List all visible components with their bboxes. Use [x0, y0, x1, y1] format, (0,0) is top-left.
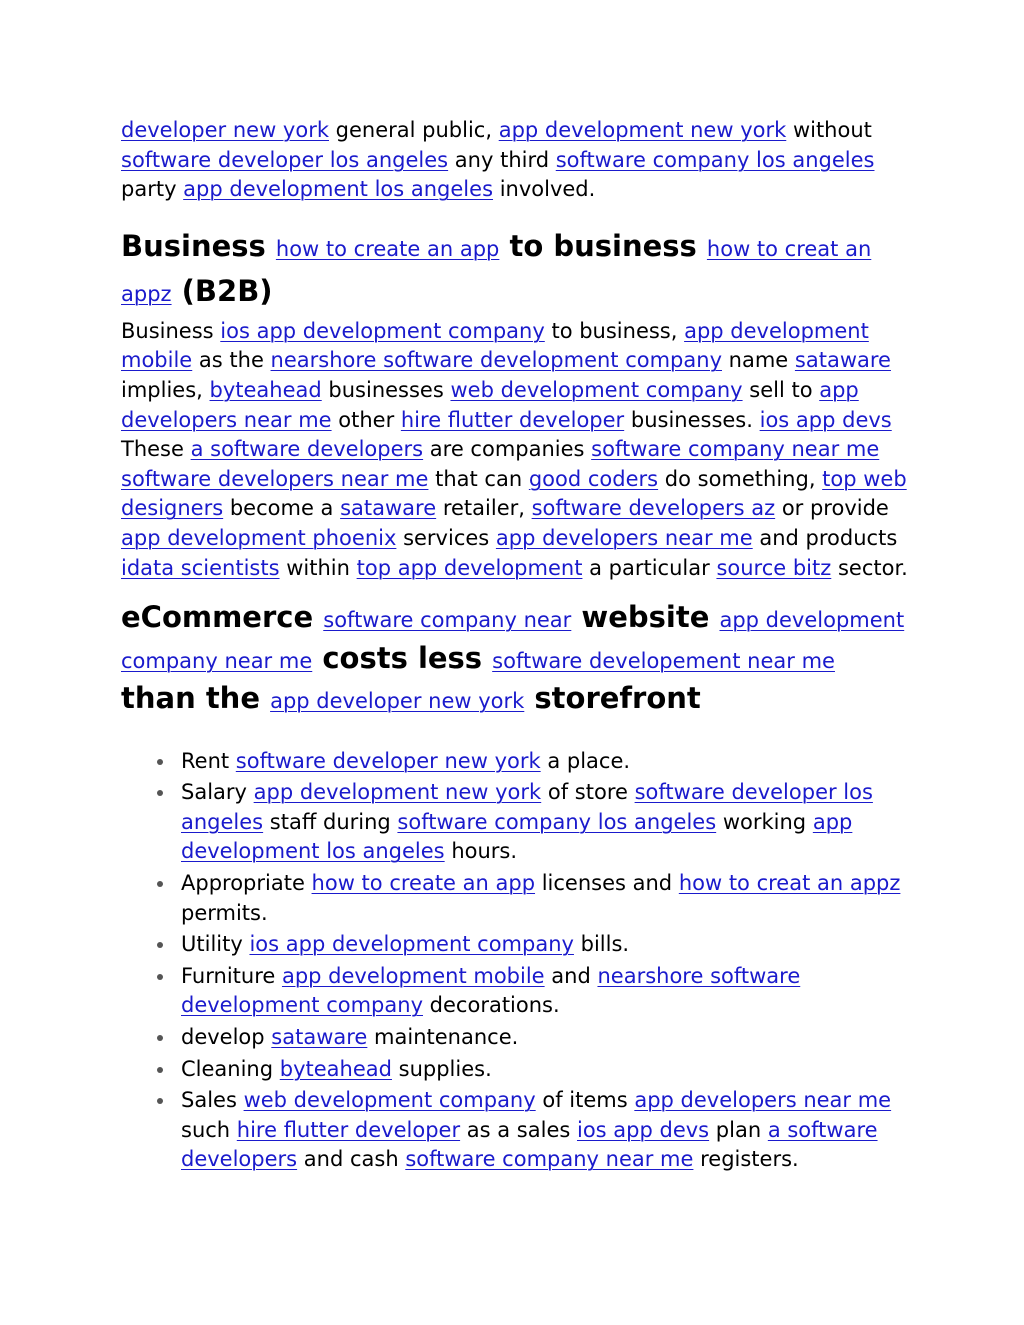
- text-run: that can: [428, 466, 529, 491]
- text-link[interactable]: software company los angeles: [397, 809, 717, 834]
- text-run: other: [331, 407, 401, 432]
- text-run: hours.: [444, 839, 518, 864]
- bullet-item-furniture: [181, 962, 911, 1021]
- text-run: without: [786, 118, 872, 142]
- text-run: permits.: [181, 900, 268, 925]
- cost-bullet-list: [121, 747, 911, 1175]
- text-link[interactable]: app development phoenix: [121, 525, 397, 550]
- text-link[interactable]: byteahead: [279, 1056, 392, 1081]
- text-link[interactable]: web development company: [243, 1088, 536, 1113]
- text-link[interactable]: app developers near me: [495, 525, 753, 550]
- text-run: costs less: [312, 640, 493, 675]
- text-link[interactable]: ios app development company: [249, 932, 574, 957]
- text-run: a particular: [582, 555, 717, 580]
- text-run: Business: [121, 318, 221, 343]
- text-link[interactable]: app development new york: [253, 780, 542, 805]
- text-run: party: [121, 177, 184, 202]
- b2b-paragraph: [121, 317, 911, 583]
- text-link[interactable]: a software developers: [190, 437, 424, 462]
- text-link[interactable]: developer new york: [121, 118, 329, 142]
- text-link[interactable]: ios app devs: [759, 407, 892, 432]
- text-run: businesses.: [624, 407, 760, 432]
- text-run: retailer,: [436, 496, 532, 521]
- heading-ecommerce: [121, 599, 911, 721]
- text-link[interactable]: app development mobile: [121, 318, 869, 373]
- text-link[interactable]: app developer new york: [270, 689, 525, 714]
- text-link[interactable]: nearshore software development company: [181, 963, 801, 1018]
- text-link[interactable]: app development los angeles: [181, 809, 853, 864]
- bullet-item-licenses: [181, 869, 911, 928]
- text-run: Utility: [181, 932, 250, 957]
- text-run: storefront: [524, 681, 701, 716]
- text-link[interactable]: hire flutter developer: [400, 407, 625, 432]
- text-link[interactable]: web development company: [450, 377, 743, 402]
- text-run: registers.: [693, 1147, 799, 1172]
- text-link[interactable]: source bitz: [716, 555, 832, 580]
- text-link[interactable]: software company near me: [405, 1147, 694, 1172]
- text-link[interactable]: app development company near me: [121, 608, 905, 673]
- text-run: plan: [709, 1117, 768, 1142]
- text-link[interactable]: app development los angeles: [183, 177, 494, 202]
- text-run: Sales: [181, 1088, 244, 1113]
- text-run: and cash: [297, 1147, 406, 1172]
- text-link[interactable]: byteahead: [209, 377, 322, 402]
- text-run: sector.: [831, 555, 908, 580]
- text-run: and products: [752, 525, 898, 550]
- text-run: (B2B): [171, 273, 273, 308]
- text-link[interactable]: app developers near me: [121, 377, 859, 432]
- text-run: staff during: [263, 809, 398, 834]
- text-link[interactable]: top web designers: [121, 466, 907, 521]
- text-run: are companies: [423, 437, 592, 462]
- text-run: general public,: [329, 118, 499, 142]
- text-link[interactable]: software company near: [323, 608, 572, 633]
- document-content: [121, 116, 911, 1177]
- text-link[interactable]: software company near me: [591, 437, 880, 462]
- text-link[interactable]: sataware: [794, 348, 891, 373]
- text-run: do something,: [658, 466, 823, 491]
- text-run: businesses: [321, 377, 451, 402]
- text-run: implies,: [121, 377, 210, 402]
- text-link[interactable]: app development mobile: [281, 963, 545, 988]
- text-link[interactable]: software developer new york: [235, 748, 541, 773]
- text-link[interactable]: sataware: [271, 1024, 368, 1049]
- text-run: Salary: [181, 780, 254, 805]
- text-run: of store: [541, 780, 635, 805]
- text-run: Rent: [181, 748, 236, 773]
- text-run: licenses and: [535, 871, 679, 895]
- bullet-item-salary: [181, 778, 911, 867]
- bullet-item-cleaning: [181, 1055, 911, 1085]
- text-link[interactable]: a software developers: [181, 1117, 878, 1172]
- text-link[interactable]: software developers near me: [121, 466, 429, 491]
- text-run: involved.: [493, 177, 596, 202]
- text-link[interactable]: good coders: [528, 466, 659, 491]
- text-run: of items: [535, 1088, 635, 1113]
- text-link[interactable]: how to creat an appz: [121, 236, 872, 306]
- text-link[interactable]: top app development: [356, 555, 583, 580]
- text-run: within: [279, 555, 357, 580]
- text-run: bills.: [573, 932, 630, 957]
- bullet-item-rent: [181, 747, 911, 777]
- text-link[interactable]: idata scientists: [121, 555, 280, 580]
- text-link[interactable]: sataware: [340, 496, 437, 521]
- heading-b2b: [121, 225, 911, 315]
- text-link[interactable]: ios app devs: [576, 1117, 710, 1142]
- text-run: such: [181, 1117, 237, 1142]
- text-run: Business: [121, 228, 276, 263]
- text-run: any third: [448, 147, 556, 172]
- text-link[interactable]: software developers az: [531, 496, 776, 521]
- text-link[interactable]: app developers near me: [634, 1088, 892, 1113]
- text-link[interactable]: software company los angeles: [555, 147, 875, 172]
- text-run: maintenance.: [367, 1024, 519, 1049]
- text-run: as the: [192, 348, 271, 373]
- bullet-item-maintenance: [181, 1023, 911, 1053]
- text-run: website: [571, 600, 720, 635]
- text-run: and: [544, 963, 598, 988]
- text-run: services: [396, 525, 496, 550]
- text-run: working: [716, 809, 813, 834]
- bullet-item-utility: [181, 930, 911, 960]
- text-run: Cleaning: [181, 1056, 280, 1081]
- text-run: to business: [499, 228, 707, 263]
- text-run: These: [121, 437, 191, 462]
- text-run: a place.: [540, 748, 631, 773]
- text-run: than the: [121, 681, 271, 716]
- intro-paragraph: [121, 116, 911, 205]
- text-run: as a sales: [460, 1117, 577, 1142]
- bullet-item-sales: [181, 1086, 911, 1175]
- text-link[interactable]: ios app development company: [220, 318, 545, 343]
- text-run: name: [722, 348, 795, 373]
- text-link[interactable]: nearshore software development company: [270, 348, 722, 373]
- text-run: eCommerce: [121, 600, 324, 635]
- text-run: to business,: [544, 318, 685, 343]
- text-run: sell to: [742, 377, 820, 402]
- text-run: or provide: [775, 496, 889, 521]
- text-link[interactable]: how to create an app: [275, 236, 500, 261]
- text-run: Appropriate: [181, 871, 312, 895]
- text-link[interactable]: software developer los angeles: [121, 147, 449, 172]
- text-link[interactable]: how to creat an appz: [678, 871, 901, 895]
- text-run: develop: [181, 1024, 272, 1049]
- text-run: decorations.: [423, 993, 560, 1018]
- text-link[interactable]: how to create an app: [311, 871, 536, 895]
- text-link[interactable]: software developer los angeles: [181, 780, 873, 834]
- text-run: Furniture: [181, 963, 282, 988]
- text-run: supplies.: [391, 1056, 492, 1081]
- text-link[interactable]: hire flutter developer: [236, 1117, 461, 1142]
- text-run: become a: [223, 496, 341, 521]
- text-link[interactable]: app development new york: [498, 118, 787, 142]
- text-link[interactable]: software developement near me: [492, 648, 835, 673]
